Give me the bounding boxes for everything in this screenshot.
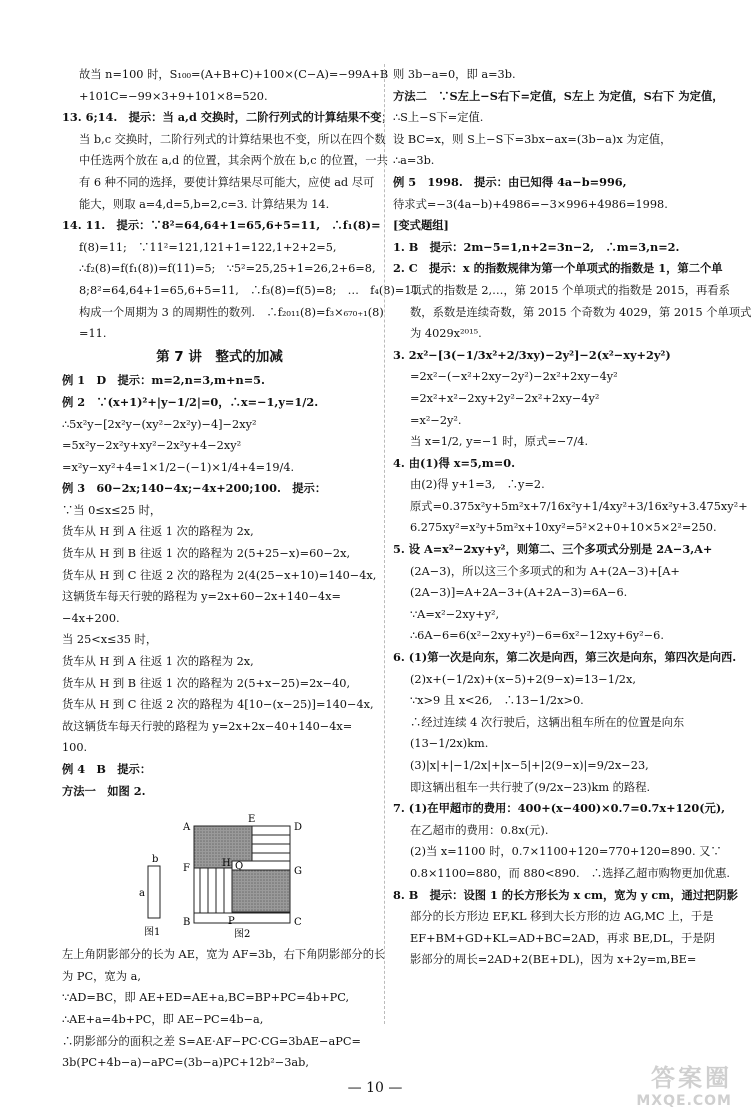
text-line: 货车从 H 到 B 往返 1 次的路程为 2(5+25−x)=60−2x,: [62, 547, 351, 561]
text-line: +101C=−99×3+9+101×8=520.: [79, 89, 268, 103]
text-line: 方法二 ∵S左上−S右下=定值，S左上 为定值，S右下 为定值，: [393, 88, 724, 103]
text-line: 100.: [62, 741, 88, 755]
text-line: [变式题组]: [393, 218, 449, 233]
watermark-line2: MXQE.COM: [636, 1093, 732, 1109]
text-line: 13. 6;14. 提示：当 a,d 交换时，二阶行列式的计算结果不变；: [62, 110, 393, 125]
figure-block: [62, 804, 377, 940]
text-line: 项式的指数是 2,…，第 2015 个单项式的指数是 2015，再看系: [410, 283, 730, 297]
text-line: (3)|x|+|−1/2x|+|x−5|+|2(9−x)|=9/2x−23,: [410, 759, 649, 772]
fig2-right-strip-2: [252, 835, 290, 844]
text-line: (2A−3)]=A+2A−3+(A+2A−3)=6A−6.: [410, 586, 628, 600]
text-line: ∴阴影部分的面积之差 S=AE·AF−PC·CG=3bAE−aPC=: [62, 1034, 361, 1048]
text-line: ∵A=x²−2xy+y²,: [410, 607, 500, 621]
text-line: 数，系数是连续奇数，第 2015 个奇数为 4029，第 2015 个单项式: [410, 305, 751, 319]
fig2-label-D: D: [294, 822, 303, 834]
fig2-label-A: A: [183, 822, 191, 834]
fig2-label-P: P: [228, 916, 235, 928]
text-line: 当 x=1/2, y=−1 时，原式=−7/4.: [410, 435, 589, 449]
text-line: 方法一 如图 2.: [62, 783, 146, 798]
text-line: 当 25<x≤35 时，: [62, 633, 158, 647]
text-line: 例 2 ∵(x+1)²+|y−1/2|=0，∴x=−1,y=1/2.: [62, 394, 319, 409]
page-number: — 10 —: [347, 1080, 403, 1096]
text-line: ∵当 0≤x≤25 时，: [62, 503, 162, 517]
fig1-label-a: a: [139, 888, 145, 900]
text-line: 中任选两个放在 a,d 的位置，其余两个放在 b,c 的位置，一共: [79, 154, 388, 168]
fig1-rectangle: [148, 866, 160, 918]
text-line: 货车从 H 到 A 往返 1 次的路程为 2x,: [62, 655, 254, 669]
text-line: 货车从 H 到 C 往返 2 次的路程为 2(4(25−x+10)=140−4x,: [62, 568, 377, 582]
text-line: 例 5 1998. 提示：由已知得 4a−b=996,: [393, 174, 627, 189]
fig2-caption: 图2: [234, 929, 251, 941]
text-line: 左上角阴影部分的长为 AE，宽为 AF=3b，右下角阴影部分的长: [62, 948, 386, 962]
text-line: 1. B 提示：2m−5=1,n+2=3n−2, ∴m=3,n=2.: [393, 239, 680, 254]
text-line: 8. B 提示：设图 1 的长方形长为 x cm，宽为 y cm，通过把阴影: [393, 887, 738, 902]
text-line: =x²y−xy²+4=1×1/2−(−1)×1/4+4=19/4.: [62, 460, 295, 474]
text-line: 3. 2x²−[3(−1/3x²+2/3xy)−2y²]−2(x²−xy+2y²): [393, 347, 671, 362]
text-line: =5x²y−2x²y+xy²−2x²y+4−2xy²: [62, 439, 242, 453]
fig2-vert-strip-2: [208, 868, 216, 913]
fig2-shaded-bottom-right: [232, 870, 290, 912]
figure-svg: [62, 804, 377, 940]
text-line: 故这辆货车每天行驶的路程为 y=2x+2x−40+140−4x=: [62, 719, 353, 733]
text-line: 则 3b−a=0，即 a=3b.: [393, 68, 516, 81]
text-line: 有 6 种不同的选择，要使计算结果尽可能大，应使 ad 尽可: [79, 175, 375, 189]
text-line: f(8)=11; ∵11²=121,121+1=122,1+2+2=5,: [79, 240, 337, 254]
fig2-label-E: E: [248, 814, 256, 826]
text-line: 例 3 60−2x;140−4x;−4x+200;100. 提示：: [62, 481, 327, 496]
text-line: (2A−3)，所以这三个多项式的和为 A+(2A−3)+[A+: [410, 564, 680, 578]
fig2-label-G: G: [294, 866, 302, 878]
text-line: =2x²−(−x²+2xy−2y²)−2x²+2xy−4y²: [410, 370, 618, 384]
text-line: 设 BC=x，则 S上−S下=3bx−ax=(3b−a)x 为定值，: [393, 132, 672, 146]
text-line: 构成一个周期为 3 的周期性的数列. ∴f₂₀₁₁(8)=f₃×₆₇₀₊₁(8): [79, 305, 384, 319]
text-line: 为 PC，宽为 a,: [62, 969, 141, 983]
text-line: 货车从 H 到 B 往返 1 次的路程为 2(5+x−25)=2x−40,: [62, 676, 351, 690]
text-line: =2x²+x²−2xy+2y²−2x²+2xy−4y²: [410, 391, 600, 405]
fig1-caption: 图1: [144, 927, 161, 939]
column-divider: [384, 64, 385, 1024]
fig2-vert-strip-4: [224, 868, 232, 913]
text-line: ∴S上−S下=定值.: [393, 111, 484, 125]
fig2-right-strip-4: [252, 853, 290, 861]
text-line: =x²−2y².: [410, 413, 462, 427]
text-line: ∴a=3b.: [393, 154, 435, 168]
text-line: 货车从 H 到 C 往返 2 次的路程为 4[10−(x−25)]=140−4x,: [62, 698, 374, 712]
watermark-logo: [582, 1058, 732, 1109]
fig2-vert-strip-1: [200, 868, 208, 913]
fig2-label-C: C: [294, 917, 302, 929]
fig2-right-strip-1: [252, 826, 290, 835]
text-line: 为 4029x²⁰¹⁵.: [410, 327, 482, 341]
text-line: 例 4 B 提示：: [62, 762, 152, 776]
text-line: 影部分的周长=2AD+2(BE+DL)，因为 x+2y=m,BE=: [410, 953, 697, 967]
fig2-label-H: H: [222, 858, 231, 870]
text-line: (2)x+(−1/2x)+(x−5)+2(9−x)=13−1/2x,: [410, 672, 636, 686]
text-line: 原式=0.375x²y+5m²x+7/16x²y+1/4xy²+3/16x²y+3.475xy²+: [410, 499, 748, 513]
fig2-label-F: F: [183, 863, 190, 875]
text-line: 货车从 H 到 A 往返 1 次的路程为 2x,: [62, 525, 254, 539]
text-line: ∴6A−6=6(x²−2xy+y²)−6=6x²−12xy+6y²−6.: [410, 629, 664, 643]
text-line: 故当 n=100 时，S₁₀₀=(A+B+C)+100×(C−A)=−99A+B: [79, 68, 389, 81]
text-line: 待求式=−3(4a−b)+4986=−3×996+4986=1998.: [393, 197, 668, 211]
text-line: 在乙超市的费用：0.8x(元).: [410, 823, 549, 837]
text-line: (2)当 x=1100 时，0.7×1100+120=770+120=890. 又∵: [410, 845, 722, 859]
text-line: 即这辆出租车一共行驶了(9/2x−23)km 的路程.: [410, 780, 651, 794]
text-line: ∴经过连续 4 次行驶后，这辆出租车所在的位置是向东: [410, 715, 685, 729]
text-line: 能大，则取 a=4,d=5,b=2,c=3. 计算结果为 14.: [79, 197, 330, 211]
section-heading: 第 7 讲 整式的加减: [156, 348, 283, 365]
text-line: ∴f₂(8)=f(f₁(8))=f(11)=5; ∵5²=25,25+1=26,2+6=8,: [79, 262, 376, 276]
text-line: EF+BM+GD+KL=AD+BC=2AD，再求 BE,DL，于是阴: [410, 931, 715, 945]
text-line: ∴AE+a=4b+PC，即 AE−PC=4b−a,: [62, 1012, 264, 1026]
text-line: 这辆货车每天行驶的路程为 y=2x+60−2x+140−4x=: [62, 590, 341, 604]
text-line: (13−1/2x)km.: [410, 737, 489, 751]
text-line: =11.: [79, 327, 107, 341]
text-line: 8;8²=64,64+1=65,6+5=11, ∴f₃(8)=f(5)=8; … f₄(8)=11.: [79, 283, 423, 297]
text-line: 3b(PC+4b−a)−aPC=(3b−a)PC+12b²−3ab,: [62, 1056, 309, 1070]
right-column: [393, 64, 751, 971]
text-line: ∵AD=BC，即 AE+ED=AE+a,BC=BP+PC=4b+PC,: [62, 991, 350, 1005]
text-line: 由(2)得 y+1=3, ∴y=2.: [410, 478, 545, 492]
watermark-line1: 答案圈: [651, 1064, 732, 1092]
text-line: 2. C 提示：x 的指数规律为第一个单项式的指数是 1，第二个单: [393, 261, 723, 276]
text-line: 14. 11. 提示：∵8²=64,64+1=65,6+5=11, ∴f₁(8)=: [62, 218, 381, 233]
fig2-label-B: B: [183, 917, 191, 929]
text-line: 6. (1)第一次是向东，第二次是向西，第三次是向东，第四次是向西.: [393, 650, 737, 665]
text-line: 0.8×1100=880，而 880<890. ∴选择乙超市购物更加优惠.: [410, 866, 731, 880]
text-line: ∴5x²y−[2x²y−(xy²−2x²y)−4]−2xy²: [62, 417, 257, 431]
fig2-vert-strip-3: [216, 868, 224, 913]
text-line: ∵x>9 且 x<26, ∴13−1/2x>0.: [410, 694, 584, 708]
fig2-right-strip-3: [252, 844, 290, 853]
fig1-label-b: b: [152, 854, 159, 866]
fig2-label-Q: Q: [235, 861, 244, 873]
text-line: 7. (1)在甲超市的费用：400+(x−400)×0.7=0.7x+120(元),: [393, 801, 726, 816]
text-line: 当 b,c 交换时，二阶行列式的计算结果也不变，所以在四个数: [79, 132, 386, 146]
text-line: −4x+200.: [62, 611, 120, 625]
text-line: 例 1 D 提示：m=2,n=3,m+n=5.: [62, 373, 265, 388]
text-line: 4. 由(1)得 x=5,m=0.: [393, 455, 516, 470]
text-line: 5. 设 A=x²−2xy+y²，则第二、三个多项式分别是 2A−3,A+: [393, 542, 713, 557]
text-line: 部分的长方形边 EF,KL 移到大长方形的边 AG,MC 上，于是: [410, 910, 714, 924]
text-line: 6.275xy²=x²y+5m²x+10xy²=5²×2+0+10×5×2²=250.: [410, 521, 717, 535]
